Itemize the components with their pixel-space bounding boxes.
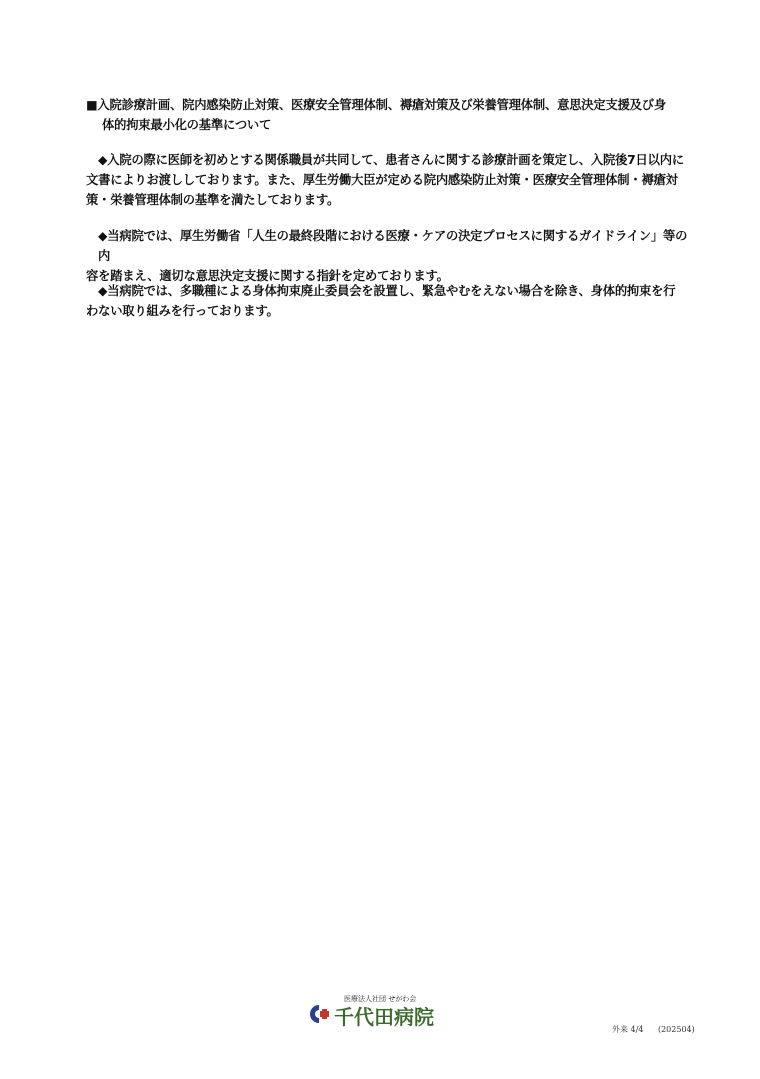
paragraph-line: わない取り組みを行っております。 — [86, 304, 279, 318]
logo-hospital-name: 千代田病院 — [334, 1005, 434, 1029]
paragraph-line: ◆入院の際に医師を初めとする関係職員が共同して、患者さんに関する診療計画を策定し、入院後7日以内に — [98, 153, 684, 167]
paragraph-line: 文書によりお渡ししております。また、厚生労働大臣が定める院内感染防止対策・医療安全管理体制・褥瘡対 — [86, 173, 678, 187]
paragraph-line: ◆当病院では、多職種による身体拘束廃止委員会を設置し、緊急やむをえない場合を除き、身体的拘束を行 — [98, 284, 676, 298]
footer-page-code — [612, 1024, 695, 1035]
paragraph-line: 策・栄養管理体制の基準を満たしております。 — [86, 193, 340, 207]
footer-page-number: 外来 4/4 — [612, 1025, 644, 1034]
paragraph-line: ◆当病院では、厚生労働省「人生の最終段階における医療・ケアの決定プロセスに関するガイドライン」等の内 — [98, 229, 688, 263]
section-heading-line-2: 体的拘束最小化の基準について — [102, 118, 272, 132]
paragraph-admission-plan — [86, 150, 698, 210]
section-heading — [86, 95, 696, 135]
paragraph-restraint-policy — [86, 281, 698, 321]
footer-revision-code: (202504) — [657, 1025, 695, 1034]
paragraph-line: 容を踏まえ、適切な意思決定支援に関する指針を定めております。 — [86, 269, 449, 283]
hospital-cross-icon — [308, 1003, 330, 1025]
section-heading-line-1: ■入院診療計画、院内感染防止対策、医療安全管理体制、褥瘡対策及び栄養管理体制、意思決定支援及び身 — [86, 98, 666, 112]
paragraph-decision-support — [86, 226, 698, 286]
logo-organization: 医療法人社団 せがわ会 — [344, 995, 417, 1003]
hospital-logo — [308, 994, 458, 1028]
